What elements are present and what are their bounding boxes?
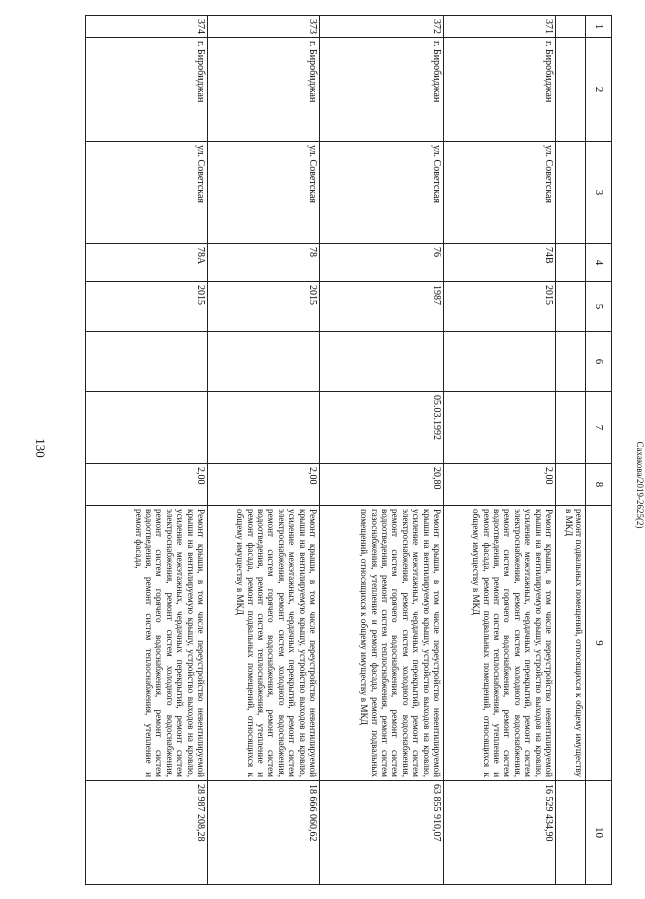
continuation-row (556, 16, 586, 885)
col8-cell: 2,00 (86, 464, 208, 506)
column-header: 6 (586, 332, 612, 392)
house-cell: 78 (208, 244, 320, 282)
column-header: 7 (586, 392, 612, 464)
column-header: 1 (586, 16, 612, 38)
house-cell: 76 (320, 244, 444, 282)
year-cell: 1987 (320, 282, 444, 332)
row-number: 371 (444, 16, 556, 38)
col6-cell (320, 332, 444, 392)
description-cell: Ремонт крыши, в том числе переустройство невентилируемой крыши на вентилируемую крышу, устройство выходов на кровлю, усиление межэтажных, чердачных перекрытий, ремонт систем электроснабжения, ремонт систем холодного водоснабжения, ремонт систем горячего водоснабжения, ремонт систем водоотведения, ремонт систем теплоснабжения, утепление и ремонт фасада, ремонт подвальных помещений, относящихся к общему имуществу в МКД (444, 506, 556, 781)
column-header: 4 (586, 244, 612, 282)
amount-cell: 16 529 434,90 (444, 781, 556, 885)
year-cell: 2015 (208, 282, 320, 332)
row-number: 374 (86, 16, 208, 38)
page-number: 130 (33, 438, 48, 458)
street-cell: ул. Советская (208, 142, 320, 244)
description-cell: Ремонт крыши, в том числе переустройство невентилируемой крыши на вентилируемую крышу, устройство выходов на кровлю, усиление межэтажных, чердачных перекрытий, ремонт систем электроснабжения, ремонт систем холодного водоснабжения, ремонт систем горячего водоснабжения, ремонт систем водоотведения, ремонт систем теплоснабжения, ремонт систем газоснабжения, утепление и ремонт фасада, ремонт подвальных помещений, относящихся к общему имуществу в МКД (320, 506, 444, 781)
column-header: 10 (586, 781, 612, 885)
col8-cell: 2,00 (208, 464, 320, 506)
street-cell: ул. Советская (320, 142, 444, 244)
column-header: 5 (586, 282, 612, 332)
column-header: 9 (586, 506, 612, 781)
column-header: 2 (586, 38, 612, 142)
year-cell: 2015 (444, 282, 556, 332)
repair-program-table (85, 15, 612, 885)
city-cell: г. Биробиджан (208, 38, 320, 142)
amount-cell: 28 987 208,28 (86, 781, 208, 885)
house-cell: 74В (444, 244, 556, 282)
house-cell: 78А (86, 244, 208, 282)
description-cell: Ремонт крыши, в том числе переустройство невентилируемой крыши на вентилируемую крышу, устройство выходов на кровлю, усиление межэтажных, чердачных перекрытий, ремонт систем электроснабжения, ремонт систем холодного водоснабжения, ремонт систем горячего водоснабжения, ремонт систем водоотведения, ремонт систем теплоснабжения, утепление и ремонт фасада, ремонт подвальных помещений, относящихся к общему имуществу в МКД (208, 506, 320, 781)
date-cell (208, 392, 320, 464)
date-cell (86, 392, 208, 464)
table-row (208, 16, 320, 885)
amount-cell: 63 855 910,07 (320, 781, 444, 885)
city-cell: г. Биробиджан (444, 38, 556, 142)
row-number: 372 (320, 16, 444, 38)
date-cell (444, 392, 556, 464)
date-cell: 05.03.1992 (320, 392, 444, 464)
col6-cell (86, 332, 208, 392)
year-cell: 2015 (86, 282, 208, 332)
description-cell: Ремонт крыши, в том числе переустройство невентилируемой крыши на вентилируемую крышу, устройство выходов на кровлю, усиление межэтажных, чердачных перекрытий, ремонт систем электроснабжения, ремонт систем холодного водоснабжения, ремонт систем горячего водоснабжения, ремонт систем водоотведения, ремонт систем теплоснабжения, утепление и ремонт фасада, (86, 506, 208, 781)
col6-cell (208, 332, 320, 392)
column-header: 8 (586, 464, 612, 506)
table-row (86, 16, 208, 885)
row-number: 373 (208, 16, 320, 38)
city-cell: г. Биробиджан (320, 38, 444, 142)
document-sheet (86, 15, 612, 884)
table-row (444, 16, 556, 885)
amount-cell: 18 666 060,62 (208, 781, 320, 885)
rotated-table-wrapper (86, 15, 612, 884)
col8-cell: 20,80 (320, 464, 444, 506)
column-header: 3 (586, 142, 612, 244)
table-header-row (586, 16, 612, 885)
street-cell: ул. Советская (86, 142, 208, 244)
street-cell: ул. Советская (444, 142, 556, 244)
city-cell: г. Биробиджан (86, 38, 208, 142)
col8-cell: 2,00 (444, 464, 556, 506)
col6-cell (444, 332, 556, 392)
continuation-text: ремонт подвальных помещений, относящихся к общему имуществу в МКД (556, 506, 586, 781)
footer-document-code: Сахакова/2019-2625(2) (635, 441, 645, 529)
table-row (320, 16, 444, 885)
